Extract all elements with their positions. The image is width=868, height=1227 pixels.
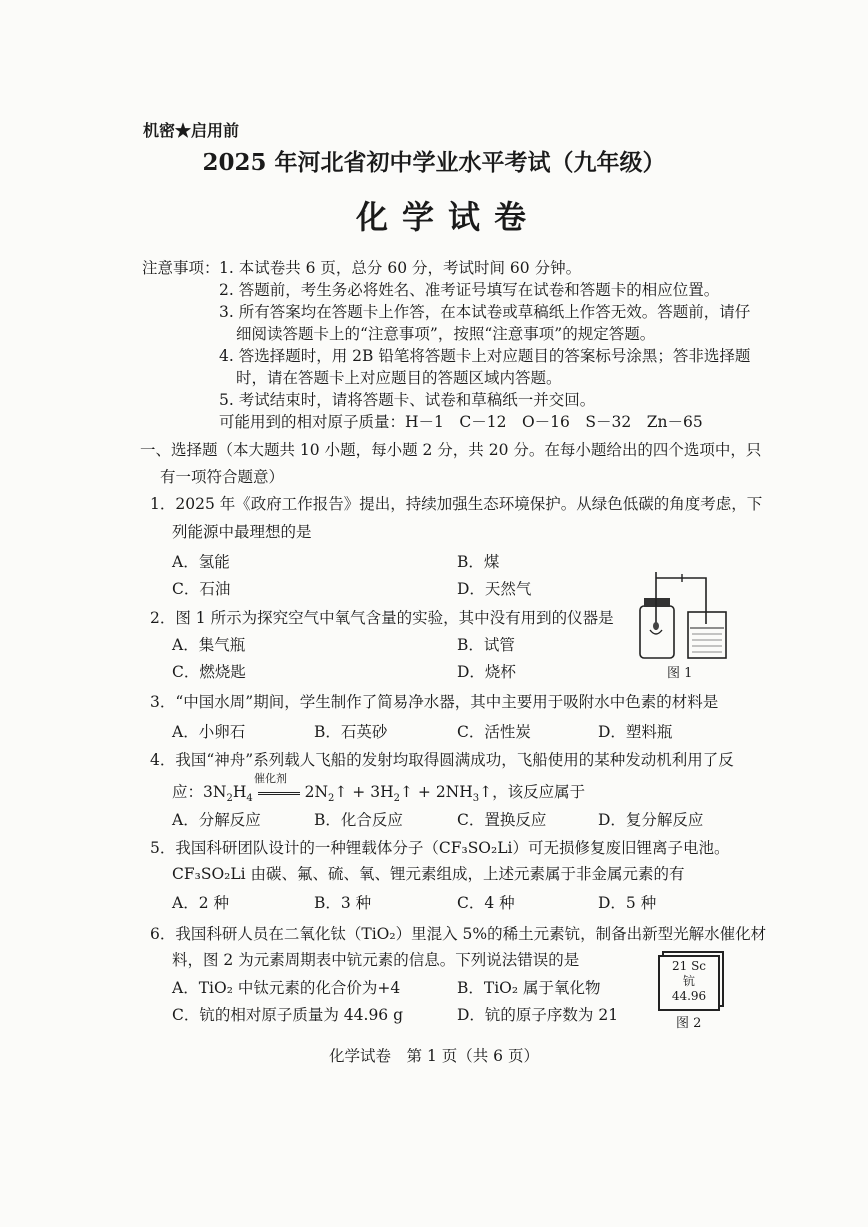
note-item: 4. 答选择题时，用 2B 铅笔将答题卡上对应题目的答案标号涂黑；答非选择题 [219,347,751,365]
q6-option-d: D．钪的原子序数为 21 [457,1006,619,1024]
note-item: 时，请在答题卡上对应题目的答题区域内答题。 [236,369,562,387]
q4-option-b: B．化合反应 [314,811,403,829]
q2-option-b: B．试管 [457,636,515,654]
q2-option-a: A．集气瓶 [172,636,246,654]
q4-equation: 应：$3N_2H_4$ $2N_2↑$ + $3H_2↑$ + $2NH_3↑$，该反应属于 [172,783,586,805]
note-item: 5. 考试结束时，请将答题卡、试卷和草稿纸一并交回。 [219,391,596,409]
q6-option-a: A．TiO₂ 中钛元素的化合价为+4 [172,979,401,997]
q1-option-b: B．煤 [457,553,500,571]
confidential-label: 机密★启用前 [143,121,240,140]
q3-option-a: A．小卵石 [172,723,246,741]
q4-stem: 4．我国“神舟”系列载人飞船的发射均取得圆满成功，飞船使用的某种发动机利用了反 [150,751,734,769]
q1-option-d: D．天然气 [457,580,532,598]
q5-option-a: A．2 种 [172,894,229,912]
note-item: 细阅读答题卡上的“注意事项”，按照“注意事项”的规定答题。 [236,325,656,343]
q2-stem: 2．图 1 所示为探究空气中氧气含量的实验，其中没有用到的仪器是 [150,609,614,627]
element-name: 钪 [682,974,695,988]
note-item: 1. 本试卷共 6 页，总分 60 分，考试时间 60 分钟。 [219,259,582,277]
q5-option-b: B．3 种 [314,894,372,912]
oxygen-experiment-figure [634,570,734,662]
q1-stem-cont: 列能源中最理想的是 [172,523,312,541]
note-item: 3. 所有答案均在答题卡上作答，在本试卷或草稿纸上作答无效。答题前，请仔 [219,303,751,321]
element-mass: 44.96 [671,989,707,1003]
section-heading: 一、选择题（本大题共 10 小题，每小题 2 分，共 20 分。在每小题给出的四个选项中，只 [140,441,762,459]
q5-stem: 5．我国科研团队设计的一种锂载体分子（CF₃SO₂Li）可无损修复废旧锂离子电池。 [150,839,730,857]
exam-title: 2025 年河北省初中学业水平考试（九年级） [202,149,666,176]
q1-option-a: A．氢能 [172,553,230,571]
q4-option-a: A．分解反应 [172,811,261,829]
catalyst-label: 催化剂 [254,772,287,785]
q1-stem: 1．2025 年《政府工作报告》提出，持续加强生态环境保护。从绿色低碳的角度考虑，下 [150,495,763,513]
q5-option-c: C．4 种 [457,894,515,912]
q6-option-c: C．钪的相对原子质量为 44.96 g [172,1006,404,1024]
q3-option-d: D．塑料瓶 [598,723,673,741]
q3-stem: 3．“中国水周”期间，学生制作了简易净水器，其中主要用于吸附水中色素的材料是 [150,693,719,711]
q3-option-c: C．活性炭 [457,723,531,741]
section-heading-cont: 有一项符合题意） [160,468,285,486]
atomic-mass-note: 可能用到的相对原子质量：H－1 C－12 O－16 S－32 Zn－65 [219,413,703,431]
q1-option-c: C．石油 [172,580,231,598]
q4-option-c: C．置换反应 [457,811,547,829]
q6-stem-cont: 料，图 2 为元素周期表中钪元素的信息。下列说法错误的是 [172,951,580,969]
subject-title: 化学试卷 [355,198,540,236]
q2-option-d: D．烧杯 [457,663,516,681]
q6-stem: 6．我国科研人员在二氧化钛（TiO₂）里混入 5%的稀土元素钪，制备出新型光解水催化材 [150,925,767,943]
scandium-element-card [658,955,720,1011]
figure-1-caption: 图 1 [667,666,693,681]
page-footer: 化学试卷 第 1 页（共 6 页） [329,1047,539,1065]
q5-option-d: D．5 种 [598,894,657,912]
figure-2-caption: 图 2 [676,1016,702,1031]
q3-option-b: B．石英砂 [314,723,388,741]
q6-option-b: B．TiO₂ 属于氧化物 [457,979,601,997]
q2-option-c: C．燃烧匙 [172,663,246,681]
note-item: 2. 答题前，考生务必将姓名、准考证号填写在试卷和答题卡的相应位置。 [219,281,720,299]
q5-stem-cont: CF₃SO₂Li 由碳、氟、硫、氧、锂元素组成，上述元素属于非金属元素的有 [172,865,685,883]
element-number-symbol: 21 Sc [671,959,707,973]
q4-option-d: D．复分解反应 [598,811,704,829]
notes-label: 注意事项： [142,259,220,277]
